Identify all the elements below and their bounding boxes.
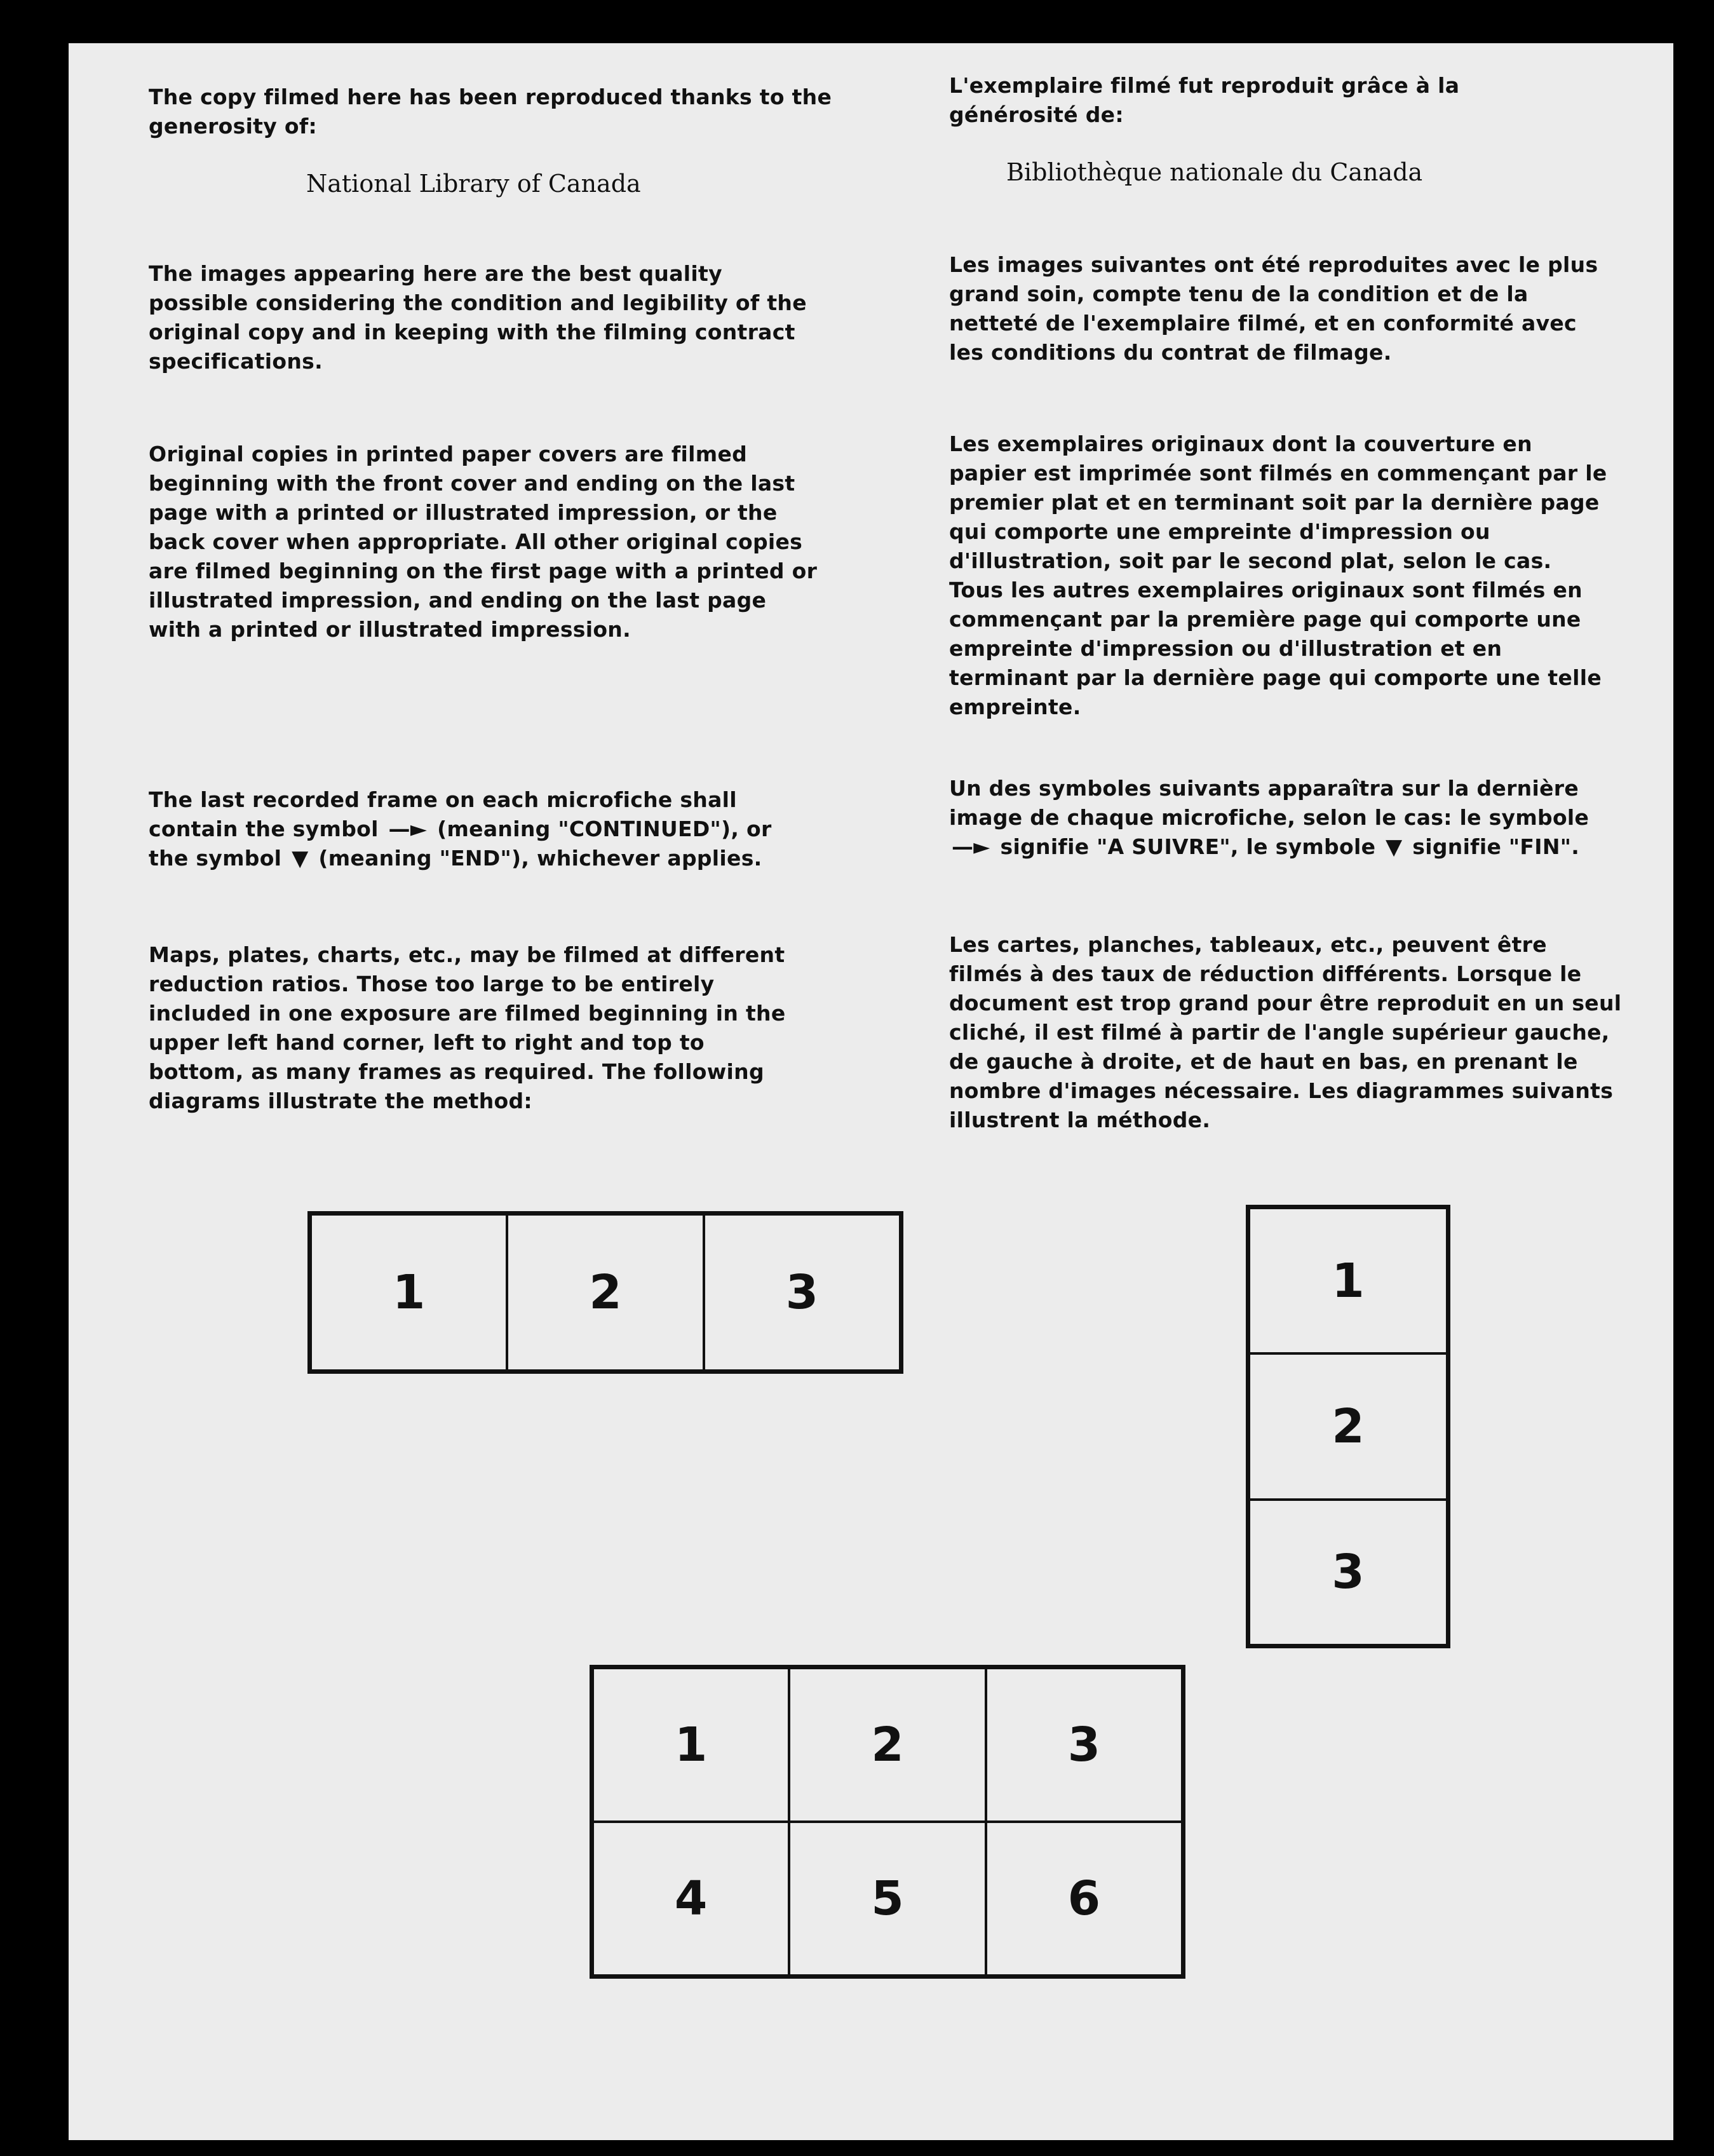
french-column [949, 43, 1680, 1187]
frame-cell: 2 [1249, 1353, 1447, 1499]
continued-arrow-icon: —► [388, 817, 428, 842]
frame-cell: 3 [986, 1668, 1182, 1822]
symbols-text-1-en: The last recorded frame on each microfiche shall contain the symbol [149, 787, 737, 841]
originals-paragraph-fr: Les exemplaires originaux dont la couverture en papier est imprimée sont filmés en commençant par le premier plat et en terminant soit par la dernière page qui comporte une empreinte d'impression ou d'illustration, soit par le second plat, selon le cas. Tous les autres exemplaires originaux sont filmés en commençant par la première page qui comporte une empreinte d'impression ou d'illustration et en terminant par la dernière page qui comporte une telle empreinte. [949, 431, 1607, 719]
document-page [69, 43, 1673, 2140]
institution-name-fr: Bibliothèque nationale du Canada [1006, 158, 1423, 186]
frame-cell: 1 [1249, 1208, 1447, 1353]
frame-cell: 2 [789, 1668, 985, 1822]
symbols-text-2-en: (meaning "CONTINUED"), or the symbol [149, 817, 772, 871]
diagram-six-frame-grid [590, 1665, 1185, 1979]
diagram-vertical-strip [1246, 1205, 1450, 1648]
symbols-paragraph-fr [949, 774, 1597, 862]
symbols-text-3-en: (meaning "END"), whichever applies. [318, 846, 762, 871]
frame-cell: 1 [593, 1668, 789, 1822]
frame-cell: 4 [593, 1822, 789, 1976]
symbols-text-3-fr: signifie "FIN". [1412, 834, 1580, 859]
end-triangle-icon-fr: ▼ [1386, 834, 1403, 860]
frame-cell: 1 [311, 1214, 507, 1371]
quality-paragraph-en: The images appearing here are the best quality possible considering the condition and legibility of the original copy and in keeping with the filming contract specifications. [149, 261, 807, 374]
continued-arrow-icon-fr: —► [952, 834, 990, 860]
diagram-horizontal-strip [307, 1211, 903, 1374]
symbols-text-1-fr: Un des symboles suivants apparaîtra sur la dernière image de chaque microfiche, selon le cas: le symbole [949, 776, 1589, 830]
frame-cell: 5 [789, 1822, 985, 1976]
originals-paragraph-en: Original copies in printed paper covers are filmed beginning with the front cover and ending on the last page with a printed or illustrated impression, or the back cover when appropriate. All other original copies are filmed beginning on the first page with a printed or illustrated impression, and ending on the last page with a printed or illustrated impression. [149, 442, 818, 642]
frame-cell: 6 [986, 1822, 1182, 1976]
frame-cell: 3 [704, 1214, 900, 1371]
maps-paragraph-fr: Les cartes, planches, tableaux, etc., peuvent être filmés à des taux de réduction différents. Lorsque le document est trop grand pour être reproduit en un seul cliché, il est filmé à partir de l'angle supérieur gauche, de gauche à droite, et de haut en bas, en prenant le nombre d'images nécessaire. Les diagrammes suivants illustrent la méthode. [949, 932, 1622, 1132]
thanks-paragraph-en: The copy filmed here has been reproduced thanks to the generosity of: [149, 85, 832, 139]
maps-paragraph-en: Maps, plates, charts, etc., may be filmed at different reduction ratios. Those too large to be entirely included in one exposure are filmed beginning in the upper left hand corner, left to right and top to bottom, as many frames as required. The following diagrams illustrate the method: [149, 942, 786, 1113]
frame-cell: 3 [1249, 1500, 1447, 1645]
institution-name-en: National Library of Canada [306, 170, 641, 198]
english-column [149, 43, 873, 1187]
quality-paragraph-fr: Les images suivantes ont été reproduites avec le plus grand soin, compte tenu de la condition et de la netteté de l'exemplaire filmé, et en conformité avec les conditions du contrat de filmage. [949, 252, 1598, 365]
end-triangle-icon: ▼ [292, 846, 309, 871]
symbols-text-2-fr: signifie "A SUIVRE", le symbole [1000, 834, 1376, 859]
thanks-paragraph-fr: L'exemplaire filmé fut reproduit grâce à la générosité de: [949, 73, 1460, 127]
frame-cell: 2 [507, 1214, 703, 1371]
symbols-paragraph-en [149, 785, 784, 873]
